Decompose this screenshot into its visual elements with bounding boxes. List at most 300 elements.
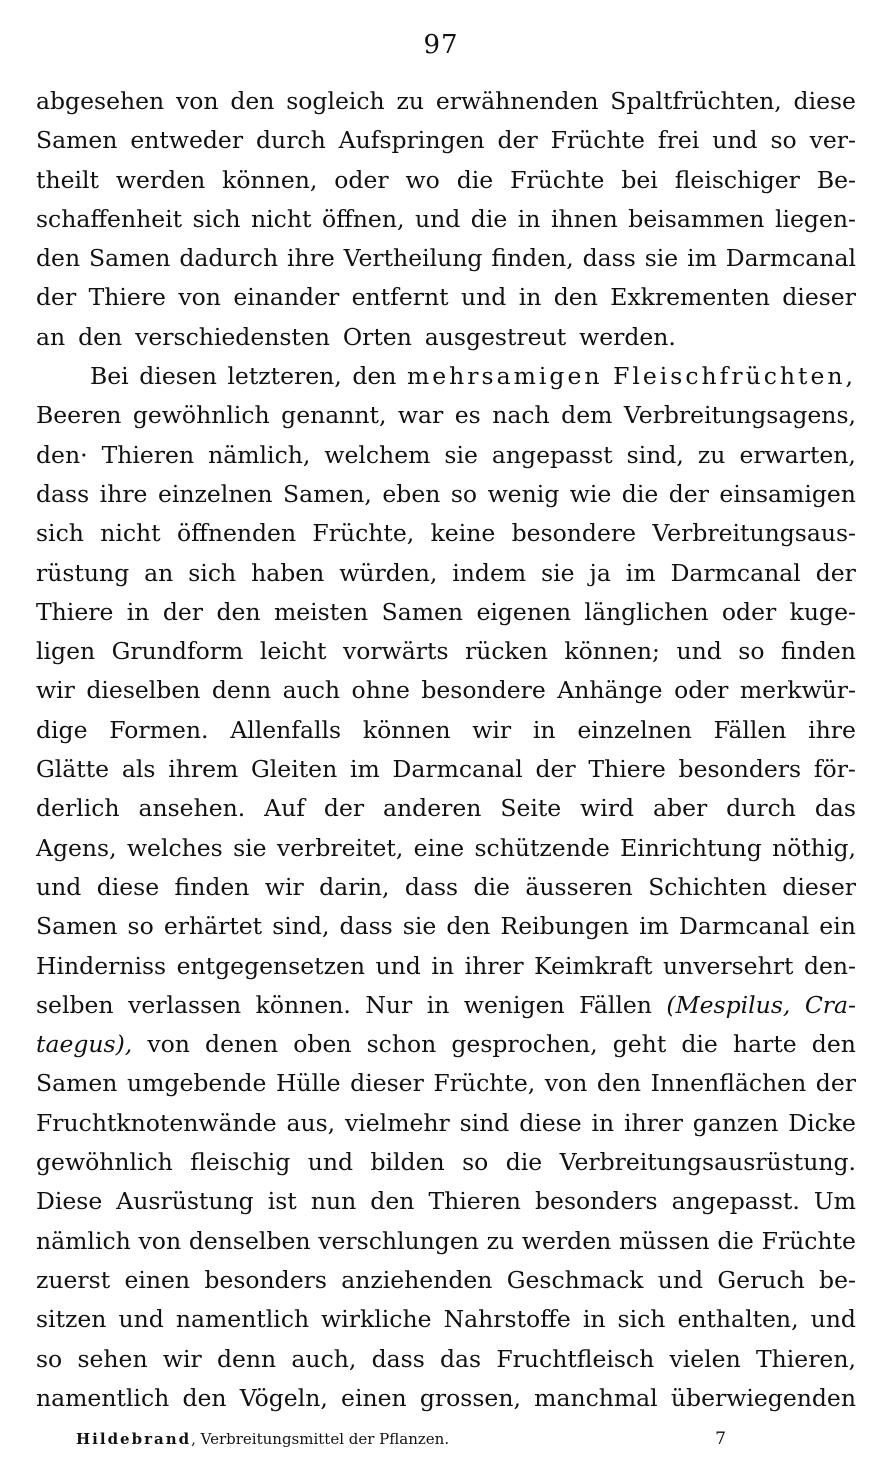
word: zuerst [36,1265,111,1294]
word: ligen [36,637,96,666]
word: ohne [351,676,410,705]
word: so [36,1344,63,1373]
text-line [36,632,856,671]
word: an [36,322,66,351]
word: und [375,951,421,980]
word: schaffenheit [36,204,183,233]
word: Verbreitungsagens, [623,401,856,430]
footer-left [76,1428,449,1450]
word: genannt, [281,401,387,430]
word: sind [459,1108,510,1137]
word: die [717,1226,754,1255]
word: in [517,204,541,233]
footer-title: , Verbreitungsmittel der Pflanzen. [191,1430,450,1448]
word: öffnen, [321,204,405,233]
word: können. [255,990,351,1019]
word: oben [293,1030,352,1059]
word: darin, [319,872,390,901]
text-body [36,82,856,1418]
word: Innenflächen [650,1069,807,1098]
word: sie [444,440,478,469]
word: denselben [188,1226,311,1255]
word: namentlich [175,1305,310,1334]
word: vielen [669,1344,741,1373]
text-line [36,554,856,593]
word: erhärtet [163,912,263,941]
word: den- [803,951,856,980]
word: besondere [511,519,637,548]
word: den [230,87,275,115]
word: Samen [88,244,171,273]
word: können; [564,637,660,666]
text-line [36,986,856,1025]
text-line [36,593,856,632]
word: sie [541,558,575,587]
text-line [36,161,856,200]
word: fleischiger [674,165,800,194]
word: einzelnen [577,715,692,744]
word: Verbreitungsaus- [652,519,856,548]
word: geht [612,1030,667,1059]
word: Nahrstoffe [443,1305,571,1334]
footer [76,1428,726,1450]
word: den [78,322,123,351]
word: so [738,637,765,666]
word: finden [174,872,250,901]
word: wir [162,1344,202,1373]
text-line [36,436,856,475]
word: leicht [259,637,327,666]
word: und [307,1148,354,1177]
word: verbreitet, [276,833,404,862]
word: Seite [500,794,562,823]
word: verschiedensten [135,322,330,351]
word: meisten [273,597,369,626]
word: Dicke [788,1108,856,1137]
word: namentlich [36,1383,170,1412]
footer-signature: 7 [715,1429,726,1449]
word: einsamigen [719,479,856,508]
text-line [36,711,856,750]
word: unversehrt [662,951,794,980]
word: äusseren [525,872,633,901]
word: sie [644,244,679,273]
word: nöthig, [772,833,856,862]
word: an [144,558,174,587]
word: der [36,283,77,312]
word: Vertheilung [343,244,483,273]
word: erwähnenden [435,87,599,115]
word: besonders [204,1265,327,1294]
text-line [36,789,856,828]
word: nicht [251,204,312,233]
text-line [36,947,856,986]
word: beisammen [628,204,765,233]
word: auch [282,676,341,705]
word: derlich [36,794,120,823]
word: und [712,126,758,155]
word: finden, [491,244,574,273]
word: keine [430,519,496,548]
page-number: 97 [423,30,459,60]
word: dass [36,479,90,508]
text-line [36,1261,856,1300]
text-line [36,868,856,907]
text-line [36,750,856,789]
word: dieser [350,1069,424,1098]
word: werden [115,165,206,194]
text-line [36,1025,856,1064]
word: den [811,1030,856,1059]
word: die [470,204,508,233]
text-line [36,1064,856,1103]
text-line [36,1340,856,1379]
word: der [535,755,576,784]
word: Diese [36,1187,103,1216]
word: in [431,951,455,980]
word: so [127,912,154,941]
word: selben [36,990,114,1019]
word: und [460,283,507,312]
footer-author: Hildebrand [76,1430,192,1448]
word: im [349,755,380,784]
word: vorwärts [343,637,449,666]
text-line [36,1104,856,1143]
text-line [36,200,856,239]
word: dass [582,244,636,273]
word: entweder [130,126,244,155]
word: sich [617,1305,666,1334]
text-line [36,239,856,278]
word: Spaltfrüchten, [610,87,782,115]
word: dadurch [179,244,279,273]
word: den [36,244,81,273]
word: fleischig [190,1148,291,1177]
word: sich [188,558,237,587]
word: besonders [678,755,802,784]
word: Gleiten [251,755,338,784]
word: zu [486,1226,515,1255]
word: angepasst. [671,1187,800,1216]
word: im [687,244,717,273]
word: Be- [816,165,856,194]
word: so [462,1148,489,1177]
word: so [770,126,797,155]
word: überwiegenden [670,1383,856,1412]
word: den [182,1383,227,1412]
word: enthalten, [677,1305,799,1334]
word: aus, [286,1108,336,1137]
word: ganzen [692,1108,779,1137]
word: den [446,912,491,941]
word: nicht [100,519,161,548]
word: zu [697,440,726,469]
text-line [36,907,856,946]
word: und [810,1305,856,1334]
word: ihnen [550,204,618,233]
word: Hülle [276,1069,341,1098]
word: einen [124,1265,191,1294]
word: Bei [90,362,129,391]
word: wenig [487,479,560,508]
word: (Mespilus, [666,990,791,1019]
word: durch [726,794,796,823]
word: welches [126,833,223,862]
word: schon [366,1030,437,1059]
text-line [36,396,856,435]
word: Thieren, [755,1344,856,1373]
word: Keimkraft [534,951,653,980]
text-line [36,829,856,868]
word: dass [371,1344,425,1373]
word: von [175,87,219,115]
word: denen [205,1030,279,1059]
word: ihre [99,479,148,508]
word: müssen [619,1226,710,1255]
word: von [138,1226,182,1255]
word: dass [339,912,393,941]
word: abgesehen [36,87,165,115]
word: denn [216,1344,277,1373]
word: öffnenden [176,519,297,548]
word: besonders [535,1187,658,1216]
word: auch, [291,1344,357,1373]
word: manchmal [534,1383,658,1412]
word: Früchte [550,126,645,155]
word: und [657,1265,704,1294]
word: welchem [324,440,431,469]
word: das [814,794,856,823]
word: nämlich, [208,440,311,469]
word: Thieren [428,1187,521,1216]
word: der [162,597,204,626]
word: oder [674,676,729,705]
word: ansehen. [138,794,246,823]
word: rüstung [36,558,130,587]
word: in [582,1305,606,1334]
word: ihrem [168,755,239,784]
word: merkwür- [739,676,856,705]
word: länglichen [584,597,709,626]
word: die [473,872,510,901]
word: Darmcanal [679,912,810,941]
word: indem [452,558,527,587]
word: diese [96,872,160,901]
word: so [450,479,478,508]
word: Hinderniss [36,951,167,980]
word: ihre [286,244,335,273]
word: denn [211,676,272,705]
word: Fleischfrüchten, [613,362,856,391]
word: erwarten, [739,440,856,469]
text-line [36,82,856,121]
word: und [414,204,461,233]
word: es [454,401,481,430]
word: den [352,362,397,391]
word: der [497,126,538,155]
word: wo [405,165,440,194]
text-line [36,1300,856,1339]
word: oder [721,597,777,626]
word: ist [267,1187,297,1216]
word: den [370,1187,415,1216]
word: können [362,715,451,744]
word: diesen [139,362,217,391]
word: wirkliche [321,1305,432,1334]
word: Thiere [588,755,666,784]
word: bei [621,165,658,194]
word: und [36,872,82,901]
text-line [36,357,856,396]
word: einander [233,283,340,312]
word: umgebende [127,1069,267,1098]
word: Darmcanal [725,244,856,273]
word: letzteren, [227,362,342,391]
word: harte [732,1030,797,1059]
word: sitzen [36,1305,107,1334]
word: mehrsamigen [406,362,603,391]
word: Darmcanal [670,558,801,587]
word: Fällen [579,990,652,1019]
word: bilden [370,1148,445,1177]
word: Auf [264,794,305,823]
text-line [36,1143,856,1182]
word: in [426,990,450,1019]
word: ja [589,558,611,587]
word: werden [521,1226,612,1255]
word: von [178,283,221,312]
word: Allenfalls [230,715,342,744]
word: Verbreitungsausrüstung. [559,1148,856,1177]
word: Schichten [648,872,767,901]
word: die [681,1030,718,1059]
word: Formen. [109,715,209,744]
word: kuge- [789,597,856,626]
word: Geschmack [506,1265,644,1294]
word: nach [492,401,550,430]
text-line [36,475,856,514]
word: Einrichtung [620,833,762,862]
word: eigenen [476,597,572,626]
word: be- [819,1265,856,1294]
word: theilt [36,165,99,194]
word: entgegensetzen [176,951,365,980]
word: sich [36,519,84,548]
word: gewöhnlich [36,1148,173,1177]
word: wir [472,715,512,744]
word: dem [561,401,613,430]
word: der [815,1069,856,1098]
word: liegen- [774,204,856,233]
word: dass [404,872,459,901]
word: Exkrementen [610,283,770,312]
word: die [505,1148,543,1177]
word: Fällen [713,715,787,744]
word: Früchte, [433,1069,536,1098]
word: anziehenden [341,1265,493,1294]
word: einzelnen [157,479,273,508]
word: die [456,165,494,194]
word: von [544,1069,588,1098]
text-line [36,514,856,553]
word: nämlich [36,1226,131,1255]
text-line [36,278,856,317]
word: eben [382,479,441,508]
word: wir [36,676,75,705]
word: eine [413,833,465,862]
word: Früchte, [312,519,415,548]
word: för- [813,755,856,784]
word: vielmehr [344,1108,450,1137]
word: können, [222,165,318,194]
word: von [147,1030,190,1059]
word: wenigen [463,990,565,1019]
word: dieselben [86,676,201,705]
word: Samen [36,126,118,155]
word: Früchte [761,1226,856,1255]
word: dige [36,715,88,744]
word: ihrer [464,951,524,980]
word: im [625,558,656,587]
word: wie [569,479,612,508]
word: Samen [36,912,118,941]
word: dieser [782,283,856,312]
text-line [36,1222,856,1261]
word: Thiere [88,283,166,312]
word: Thieren [101,440,195,469]
word: der [323,794,365,823]
word: oder [334,165,389,194]
word: als [121,755,156,784]
word: verlassen [128,990,242,1019]
word: Fruchtfleisch [496,1344,655,1373]
word: Um [813,1187,856,1216]
word: Grundform [111,637,244,666]
word: Aufspringen [338,126,485,155]
word: den· [36,440,88,469]
word: Geruch [717,1265,805,1294]
word: in [126,597,150,626]
text-line [36,318,856,357]
word: ihre [808,715,856,744]
word: und [676,637,722,666]
word: sogleich [286,87,385,115]
word: Samen [381,597,464,626]
word: im [639,912,669,941]
word: wir [264,872,304,901]
word: den [596,1069,642,1098]
word: diese [793,87,856,115]
text-line [36,121,856,160]
word: wird [580,794,635,823]
text-line [36,671,856,710]
word: Glätte [36,755,110,784]
word: ihrer [623,1108,683,1137]
word: einen [341,1383,407,1412]
word: die [621,479,659,508]
word: Früchte [510,165,605,194]
word: sind, [626,440,684,469]
word: zu [396,87,425,115]
word: entfernt [351,283,449,312]
word: Reibungen [500,912,630,941]
word: Anhänge [557,676,663,705]
word: Vögeln, [239,1383,328,1412]
word: verschlungen [318,1226,479,1255]
word: Thiere [36,597,114,626]
word: das [440,1344,482,1373]
word: gewöhnlich [132,401,270,430]
